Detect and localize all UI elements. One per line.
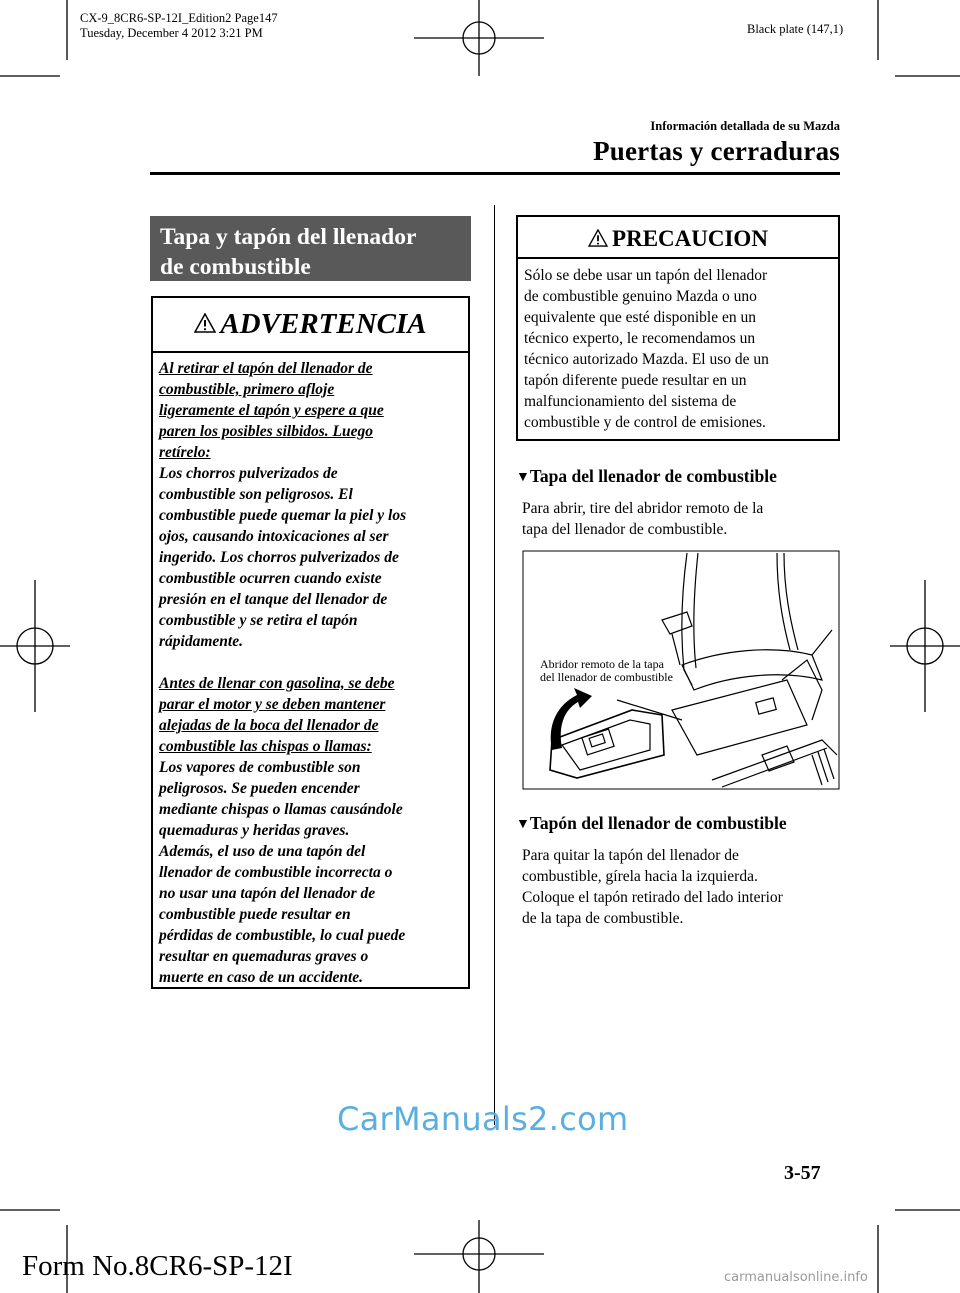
warning-line: no usar una tapón del llenador de	[159, 885, 376, 902]
warning-line: presión en el tanque del llenador de	[159, 591, 388, 608]
print-date-line: Tuesday, December 4 2012 3:21 PM	[80, 26, 263, 40]
warning-heading	[153, 298, 468, 353]
warning-line: quemaduras y heridas graves.	[159, 822, 350, 839]
section-title: Puertas y cerraduras	[593, 136, 840, 166]
watermark: CarManuals2.com	[337, 1100, 629, 1138]
callout-line1: Abridor remoto de la tapa	[540, 657, 664, 671]
warning-line: ojos, causando intoxicaciones al ser	[159, 528, 389, 545]
warning-line: mediante chispas o llamas causándole	[159, 801, 403, 818]
text-line: Para abrir, tire del abridor remoto de la	[522, 500, 764, 517]
warning-line: alejadas de la boca del llenador de	[159, 717, 379, 734]
topic-title-line1: Tapa y tapón del llenador	[160, 224, 417, 250]
topic-title	[150, 216, 471, 281]
header-rule	[150, 172, 840, 175]
warning-line: combustible puede resultar en	[159, 906, 351, 923]
warning-line: Además, el uso de una tapón del	[159, 843, 366, 860]
caution-heading	[518, 217, 838, 259]
text-line: combustible, gírela hacia la izquierda.	[522, 868, 758, 885]
warning-line: Los vapores de combustible son	[159, 759, 361, 776]
warning-line: ingerido. Los chorros pulverizados de	[159, 549, 399, 566]
warning-line: pérdidas de combustible, lo cual puede	[159, 927, 406, 944]
caution-box	[516, 215, 840, 441]
section-label: Información detallada de su Mazda	[650, 119, 840, 133]
text-line: técnico autorizado Mazda. El uso de un	[524, 351, 769, 368]
warning-line: llenador de combustible incorrecta o	[159, 864, 393, 881]
text-line: de combustible genuino Mazda o uno	[524, 288, 757, 305]
subsection-2-body	[522, 845, 783, 929]
page-number: 3-57	[784, 1162, 821, 1184]
warning-line: Los chorros pulverizados de	[159, 465, 338, 482]
warning-triangle-icon	[194, 313, 216, 333]
plate-label: Black plate (147,1)	[747, 22, 844, 36]
text-line: equivalente que esté disponible en un	[524, 309, 757, 326]
callout-line2: del llenador de combustible	[540, 670, 673, 684]
subsection-1-body	[522, 498, 763, 540]
subsection-2-title: ▼Tapón del llenador de combustible	[516, 813, 787, 833]
warning-line: peligrosos. Se pueden encender	[159, 780, 360, 797]
figure-callout	[540, 658, 673, 684]
warning-box	[151, 296, 470, 989]
warning-line: resultar en quemaduras graves o	[159, 948, 369, 965]
warning-line: combustible son peligrosos. El	[159, 486, 353, 503]
warning-line: Antes de llenar con gasolina, se debe	[159, 675, 395, 692]
text-line: Coloque el tapón retirado del lado interior	[522, 889, 783, 906]
warning-line: retírelo:	[159, 444, 211, 461]
subsection-1-title: ▼Tapa del llenador de combustible	[516, 466, 777, 486]
text-line: tapón diferente puede resultar en un	[524, 372, 747, 389]
warning-line: rápidamente.	[159, 633, 243, 650]
caution-body	[518, 259, 838, 433]
column-divider	[494, 205, 495, 1125]
topic-title-line2: de combustible	[160, 254, 311, 280]
text-line: Para quitar la tapón del llenador de	[522, 847, 739, 864]
warning-line: combustible las chispas o llamas:	[159, 738, 372, 755]
warning-line: parar el motor y se deben mantener	[159, 696, 386, 713]
warning-line: paren los posibles silbidos. Luego	[159, 423, 374, 440]
triangle-bullet-icon: ▼	[516, 817, 530, 832]
warning-gap	[159, 652, 468, 673]
warning-heading-text: ADVERTENCIA	[220, 308, 427, 340]
warning-line: combustible, primero afloje	[159, 381, 335, 398]
print-file-line: CX-9_8CR6-SP-12I_Edition2 Page147	[80, 11, 278, 25]
text-line: malfuncionamiento del sistema de	[524, 393, 737, 410]
warning-line: combustible y se retira el tapón	[159, 612, 358, 629]
caution-heading-text: PRECAUCION	[612, 226, 768, 251]
warning-line: combustible ocurren cuando existe	[159, 570, 382, 587]
warning-line: combustible puede quemar la piel y los	[159, 507, 407, 524]
warning-line: muerte en caso de un accidente.	[159, 969, 364, 986]
text-line: Sólo se debe usar un tapón del llenador	[524, 267, 768, 284]
text-line: de la tapa de combustible.	[522, 910, 684, 927]
text-line: combustible y de control de emisiones.	[524, 414, 766, 431]
warning-line: ligeramente el tapón y espere a que	[159, 402, 384, 419]
form-number: Form No.8CR6-SP-12I	[22, 1250, 293, 1282]
triangle-bullet-icon: ▼	[516, 470, 530, 485]
warning-line: Al retirar el tapón del llenador de	[159, 360, 373, 377]
text-line: técnico experto, le recomendamos un	[524, 330, 756, 347]
footer-site: carmanualsonline.info	[724, 1270, 868, 1285]
warning-body	[153, 353, 468, 988]
caution-triangle-icon	[588, 229, 608, 247]
text-line: tapa del llenador de combustible.	[522, 521, 728, 538]
